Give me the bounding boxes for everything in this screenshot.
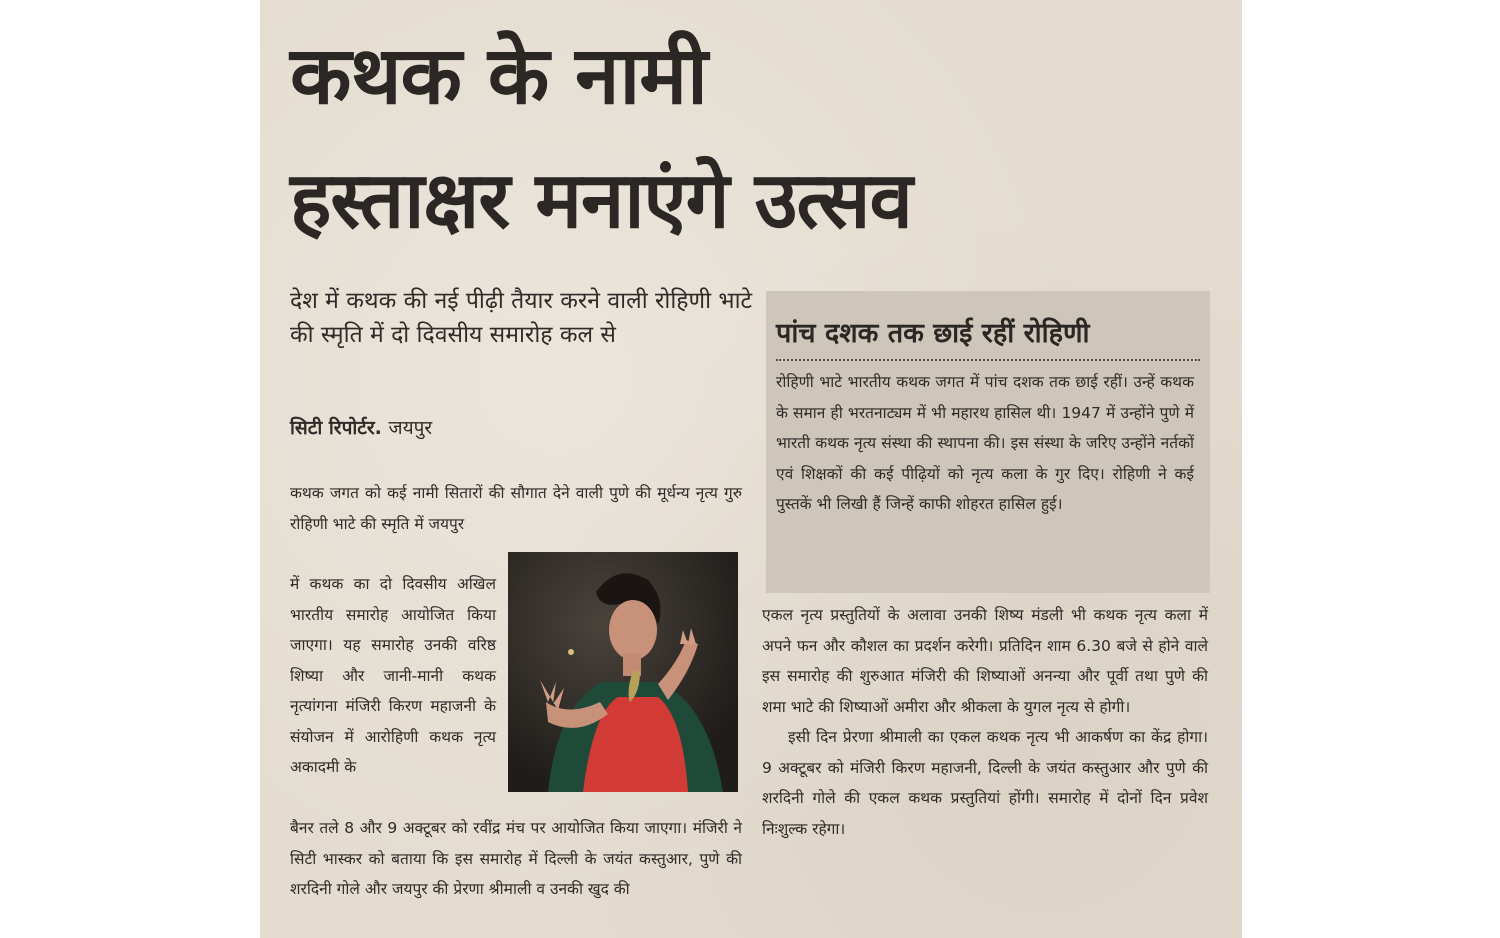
column2-paragraph-2: इसी दिन प्रेरणा श्रीमाली का एकल कथक नृत्य भी आकर्षण का केंद्र होगा। 9 अक्टूबर को मंजिरी किरण महाजनी, दिल्ली के जयंत कस्तुआर और पुणे की शरदिनी गोले की एकल कथक प्रस्तुतियां होंगी। समारोह में दोनों दिन प्रवेश निःशुल्क रहेगा। bbox=[762, 728, 1208, 838]
headline-line-2: हस्ताक्षर मनाएंगे उत्सव bbox=[290, 156, 912, 246]
sidebar-title: पांच दशक तक छाई रहीं रोहिणी bbox=[776, 318, 1090, 349]
column2-paragraph-1: एकल नृत्य प्रस्तुतियों के अलावा उनकी शिष्य मंडली भी कथक नृत्य कला में अपने फन और कौशल का प्रदर्शन करेगी। प्रतिदिन शाम 6.30 बजे से होने वाले इस समारोह की शुरुआत मंजिरी की शिष्याओं अनन्या और पूर्वी तथा पुणे की शमा भाटे की शिष्याओं अमीरा और श्रीकला के युगल नृत्य से होगी। bbox=[762, 606, 1208, 716]
column1-side-text: में कथक का दो दिवसीय अखिल भारतीय समारोह आयोजित किया जाएगा। यह समारोह उनकी वरिष्ठ शिष्या और जानी-मानी कथक नृत्यांगना मंजिरी किरण महाजनी के संयोजन में आरोहिणी कथक नृत्य अकादमी के bbox=[290, 575, 496, 776]
headline-line-1: कथक के नामी bbox=[290, 29, 707, 122]
column1-top-text: कथक जगत को कई नामी सितारों की सौगात देने वाली पुणे की मूर्धन्य नृत्य गुरु रोहिणी भाटे की स्मृति में जयपुर bbox=[290, 484, 742, 533]
byline bbox=[290, 414, 432, 440]
byline-city: जयपुर bbox=[388, 417, 433, 439]
sidebar-dotted-rule bbox=[776, 359, 1200, 361]
column2 bbox=[762, 600, 1208, 844]
dancer-photo-illustration bbox=[508, 552, 738, 792]
dancer-photo bbox=[508, 552, 738, 792]
newspaper-clipping bbox=[260, 0, 1242, 938]
deck-subheading: देश में कथक की नई पीढ़ी तैयार करने वाली रोहिणी भाटे की स्मृति में दो दिवसीय समारोह कल से bbox=[290, 288, 753, 348]
byline-reporter: सिटी रिपोर्टर. bbox=[290, 417, 382, 439]
sidebar-body-text: रोहिणी भाटे भारतीय कथक जगत में पांच दशक तक छाई रहीं। उन्हें कथक के समान ही भरतनाट्यम में भी महारथ हासिल थी। 1947 में उन्होंने पुणे में भारती कथक नृत्य संस्था की स्थापना की। इस संस्था के जरिए उन्होंने नर्तकों एवं शिक्षकों की कई पीढ़ियों को नृत्य कला के गुर दिए। रोहिणी ने कई पुस्तकें भी लिखी हैं जिन्हें काफी शोहरत हासिल हुई। bbox=[776, 373, 1194, 513]
column1-bottom-text: बैनर तले 8 और 9 अक्टूबर को रवींद्र मंच पर आयोजित किया जाएगा। मंजिरी ने सिटी भास्कर को बताया कि इस समारोह में दिल्ली के जयंत कस्तुआर, पुणे की शरदिनी गोले और जयपुर की प्रेरणा श्रीमाली व उनकी खुद की bbox=[290, 819, 742, 898]
sidebar-box bbox=[766, 291, 1210, 593]
